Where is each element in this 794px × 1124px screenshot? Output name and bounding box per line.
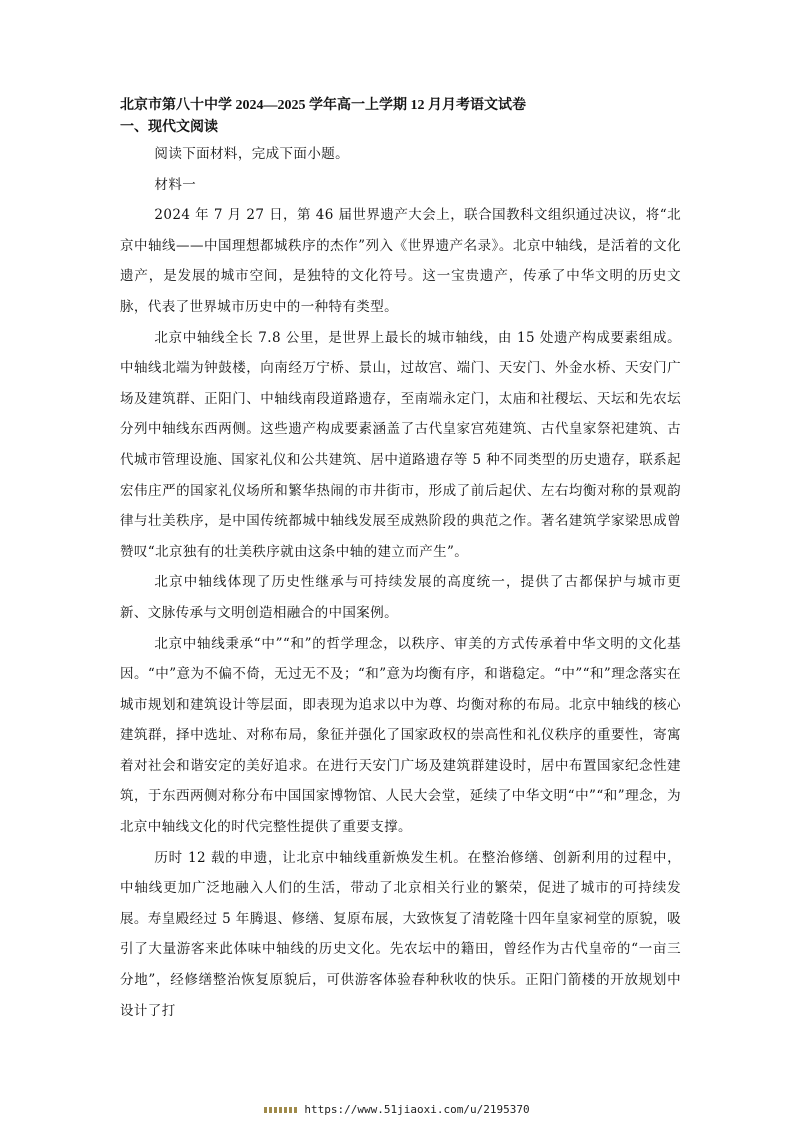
material-label: 材料一 [154, 176, 197, 193]
paragraph-5: 历时 12 载的申遗，让北京中轴线重新焕发生机。在整治修缮、创新利用的过程中，中轴线更加广泛地融入人们的生活，带动了北京相关行业的繁荣，促进了城市的可持续发展。寿皇殿经过 5 年腾退、修缮、复原布展，大致恢复了清乾隆十四年皇家祠堂的原貌，吸引了大量游客来此体味中轴线的历史文化。先农坛中的籍田，曾经作为古代皇帝的“一亩三分地”，经修缮整治恢复原貌后，可供游客体验春种秋收的快乐。正阳门箭楼的开放规划中设计了打 [120, 849, 681, 1019]
exam-title: 北京市第八十中学 2024—2025 学年高一上学期 12 月月考语文试卷 [120, 98, 526, 113]
paragraph-4: 北京中轴线秉承“中”“和”的哲学理念，以秩序、审美的方式传承着中华文明的文化基因。“中”意为不偏不倚，无过无不及；“和”意为均衡有序，和谐稳定。“中”“和”理念落实在城市规划和建筑设计等层面，即表现为追求以中为尊、均衡对称的布局。北京中轴线的核心建筑群，择中选址、对称布局，象征并强化了国家政权的崇高性和礼仪秩序的重要性，寄寓着对社会和谐安定的美好追求。在进行天安门广场及建筑群建设时，居中布置国家纪念性建筑，于东西两侧对称分布中国国家博物馆、人民大会堂，延续了中华文明“中”“和”理念，为北京中轴线文化的时代完整性提供了重要支撑。 [120, 635, 681, 836]
reading-passage [120, 139, 681, 1026]
page-footer [0, 1102, 794, 1118]
paragraph-3: 北京中轴线体现了历史性继承与可持续发展的高度统一，提供了古都保护与城市更新、文脉传承与文明创造相融合的中国案例。 [120, 574, 681, 621]
section-heading: 一、现代文阅读 [120, 120, 218, 135]
watermark-logo-icon [264, 1107, 298, 1113]
footer-url[interactable]: https://www.51jiaoxi.com/u/2195370 [304, 1103, 530, 1116]
instruction-text: 阅读下面材料，完成下面小题。 [154, 146, 350, 162]
paragraph-2: 北京中轴线全长 7.8 公里，是世界上最长的城市轴线，由 15 处遗产构成要素组成。中轴线北端为钟鼓楼，向南经万宁桥、景山，过故宫、端门、天安门、外金水桥、天安门广场及建筑群、正阳门、中轴线南段道路遗存，至南端永定门，太庙和社稷坛、天坛和先农坛分列中轴线东西两侧。这些遗产构成要素涵盖了古代皇家宫苑建筑、古代皇家祭祀建筑、古代城市管理设施、国家礼仪和公共建筑、居中道路遗存等 5 种不同类型的历史遗存，联系起宏伟庄严的国家礼仪场所和繁华热闹的市井街市，形成了前后起伏、左右均衡对称的景观韵律与壮美秩序，是中国传统都城中轴线发展至成熟阶段的典范之作。著名建筑学家梁思成曾赞叹“北京独有的壮美秩序就由这条中轴的建立而产生”。 [120, 329, 681, 560]
paragraph-1: 2024 年 7 月 27 日，第 46 届世界遗产大会上，联合国教科文组织通过决议，将“北京中轴线——中国理想都城秩序的杰作”列入《世界遗产名录》。北京中轴线，是活着的文化遗产，是发展的城市空间，是独特的文化符号。这一宝贵遗产，传承了中华文明的历史文脉，代表了世界城市历史中的一种特有类型。 [120, 207, 681, 315]
